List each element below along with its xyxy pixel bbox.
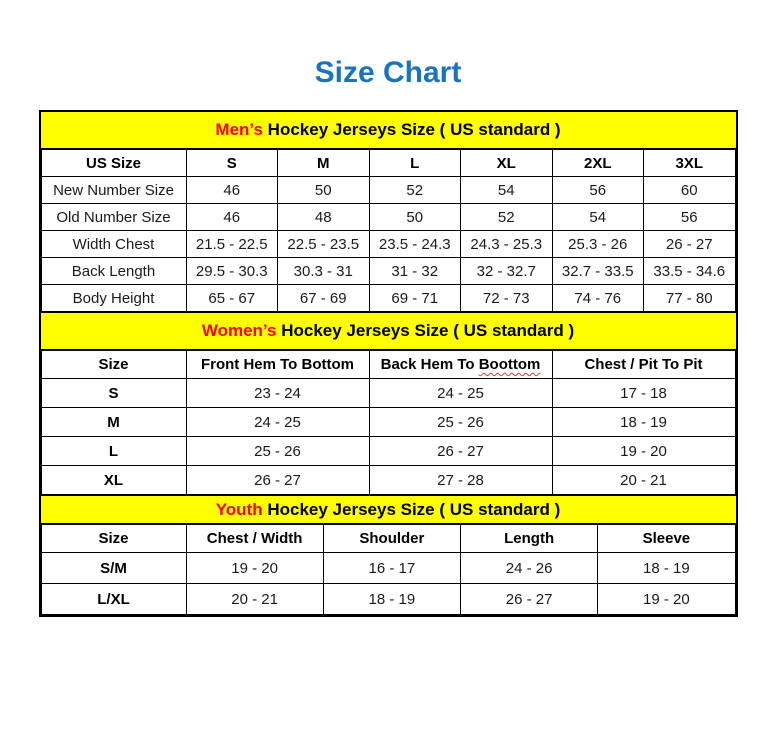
cell: 50 [278,177,370,204]
column-header: Chest / Pit To Pit [552,351,735,379]
mens-header-row [41,150,735,177]
row-label: XL [41,466,186,495]
cell: 69 - 71 [369,285,461,312]
column-header: Shoulder [323,525,460,553]
table-row [41,408,735,437]
cell: 60 [644,177,736,204]
column-header: Chest / Width [186,525,323,553]
table-row [41,285,735,312]
cell: 23.5 - 24.3 [369,231,461,258]
column-header-prefix: Back Hem To [380,356,479,373]
column-header-misspelled [369,351,552,379]
cell: 21.5 - 22.5 [186,231,278,258]
column-header: 3XL [644,150,736,177]
cell: 18 - 19 [598,553,735,584]
column-header: M [278,150,370,177]
cell: 20 - 21 [552,466,735,495]
cell: 77 - 80 [644,285,736,312]
column-header: Size [41,525,186,553]
table-row [41,584,735,615]
row-label: M [41,408,186,437]
column-header: Length [461,525,598,553]
cell: 26 - 27 [369,437,552,466]
row-label: New Number Size [41,177,186,204]
cell: 24 - 25 [369,379,552,408]
cell: 24 - 26 [461,553,598,584]
cell: 19 - 20 [552,437,735,466]
youth-section-header [41,495,736,524]
table-row [41,379,735,408]
cell: 26 - 27 [461,584,598,615]
cell: 20 - 21 [186,584,323,615]
row-label: Back Length [41,258,186,285]
cell: 23 - 24 [186,379,369,408]
cell: 19 - 20 [598,584,735,615]
cell: 74 - 76 [552,285,644,312]
cell: 29.5 - 30.3 [186,258,278,285]
table-row [41,258,735,285]
row-label: S/M [41,553,186,584]
row-label: Body Height [41,285,186,312]
column-header: Front Hem To Bottom [186,351,369,379]
cell: 31 - 32 [369,258,461,285]
cell: 56 [552,177,644,204]
cell: 50 [369,204,461,231]
youth-section-title: Hockey Jerseys Size ( US standard ) [262,499,561,519]
row-label: L/XL [41,584,186,615]
cell: 18 - 19 [323,584,460,615]
row-label: L [41,437,186,466]
table-row [41,204,735,231]
column-header: Size [41,351,186,379]
womens-section-header [41,312,736,350]
column-header: Sleeve [598,525,735,553]
cell: 46 [186,204,278,231]
cell: 72 - 73 [461,285,553,312]
misspelled-word: Boottom [478,356,541,373]
cell: 18 - 19 [552,408,735,437]
youth-size-table [41,524,736,615]
youth-section-highlight: Youth [215,499,263,519]
cell: 24.3 - 25.3 [461,231,553,258]
row-label: S [41,379,186,408]
cell: 25 - 26 [186,437,369,466]
column-header: XL [461,150,553,177]
table-row [41,466,735,495]
cell: 19 - 20 [186,553,323,584]
cell: 24 - 25 [186,408,369,437]
cell: 16 - 17 [323,553,460,584]
cell: 48 [278,204,370,231]
cell: 52 [369,177,461,204]
cell: 67 - 69 [278,285,370,312]
cell: 27 - 28 [369,466,552,495]
womens-header-row [41,351,735,379]
cell: 25.3 - 26 [552,231,644,258]
cell: 22.5 - 23.5 [278,231,370,258]
page-title: Size Chart [314,56,462,89]
womens-size-table [41,350,736,495]
column-header: 2XL [552,150,644,177]
size-chart [39,110,738,617]
column-header: S [186,150,278,177]
cell: 52 [461,204,553,231]
cell: 26 - 27 [186,466,369,495]
cell: 25 - 26 [369,408,552,437]
cell: 54 [461,177,553,204]
mens-section-header [41,112,736,149]
cell: 46 [186,177,278,204]
cell: 56 [644,204,736,231]
cell: 54 [552,204,644,231]
row-label: Old Number Size [41,204,186,231]
cell: 32.7 - 33.5 [552,258,644,285]
cell: 65 - 67 [186,285,278,312]
youth-header-row [41,525,735,553]
table-row [41,177,735,204]
row-label: Width Chest [41,231,186,258]
table-row [41,437,735,466]
cell: 30.3 - 31 [278,258,370,285]
cell: 32 - 32.7 [461,258,553,285]
womens-section-title: Hockey Jerseys Size ( US standard ) [276,321,575,340]
mens-section-title: Hockey Jerseys Size ( US standard ) [262,120,561,139]
mens-section-highlight: Men’s [215,120,263,139]
cell: 26 - 27 [644,231,736,258]
cell: 33.5 - 34.6 [644,258,736,285]
table-row [41,231,735,258]
mens-size-table [41,149,736,312]
womens-section-highlight: Women’s [201,321,277,340]
cell: 17 - 18 [552,379,735,408]
table-row [41,553,735,584]
column-header: L [369,150,461,177]
column-header: US Size [41,150,186,177]
